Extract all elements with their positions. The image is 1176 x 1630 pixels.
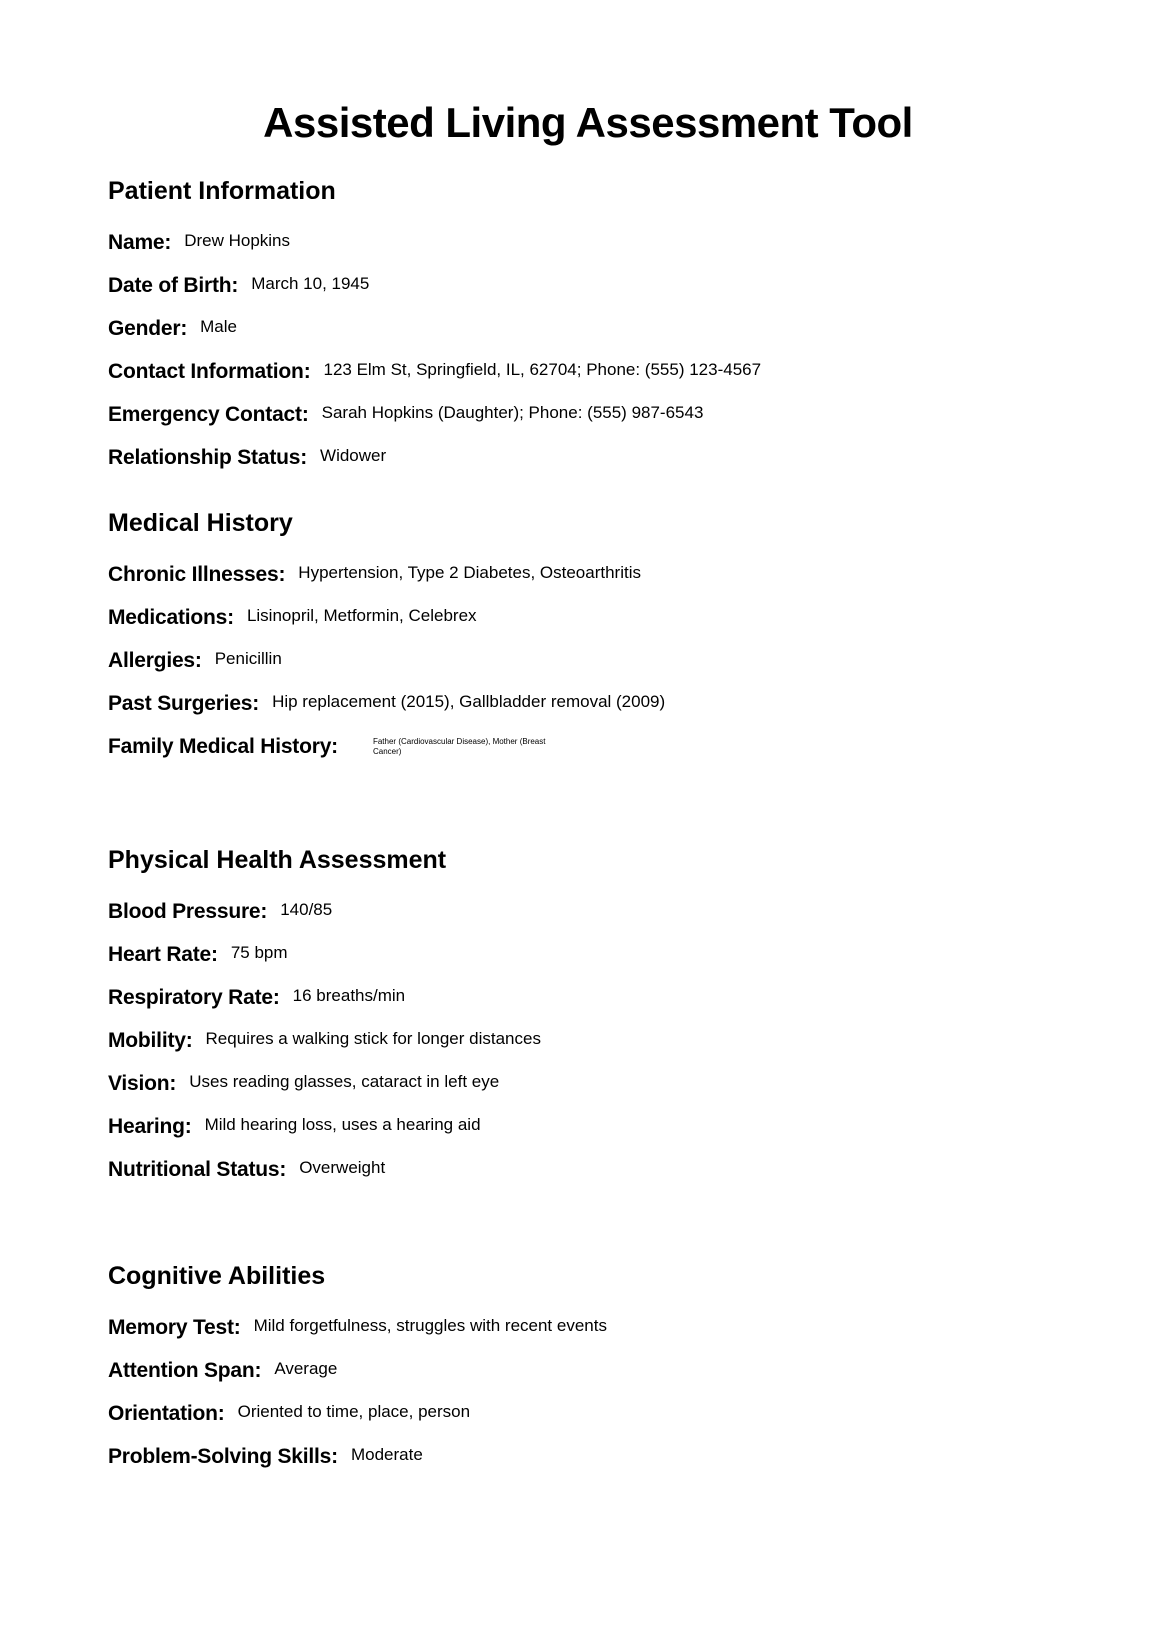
- field-value-gender: Male: [200, 317, 237, 336]
- field-value-family-medical-history: Father (Cardiovascular Disease), Mother (Breast Cancer): [372, 737, 546, 756]
- section-heading-physical-health-assessment: Physical Health Assessment: [108, 846, 447, 874]
- field-label-nutritional-status: Nutritional Status:: [108, 1158, 287, 1181]
- field-value-vision: Uses reading glasses, cataract in left eye: [189, 1072, 500, 1091]
- field-value-mobility: Requires a walking stick for longer distances: [205, 1029, 541, 1048]
- field-label-date-of-birth: Date of Birth:: [108, 274, 239, 297]
- field-label-emergency-contact: Emergency Contact:: [108, 403, 309, 426]
- field-row-memory-test: [108, 1315, 1068, 1341]
- field-label-name: Name:: [108, 231, 172, 254]
- field-value-memory-test: Mild forgetfulness, struggles with recent events: [253, 1316, 607, 1335]
- field-value-past-surgeries: Hip replacement (2015), Gallbladder removal (2009): [272, 692, 666, 711]
- field-value-emergency-contact: Sarah Hopkins (Daughter); Phone: (555) 987-6543: [321, 403, 704, 422]
- field-row-vision: [108, 1071, 1068, 1097]
- field-label-contact-information: Contact Information:: [108, 360, 311, 383]
- field-value-orientation: Oriented to time, place, person: [237, 1402, 471, 1421]
- field-value-allergies: Penicillin: [214, 649, 282, 668]
- field-label-relationship-status: Relationship Status:: [108, 446, 308, 469]
- field-value-chronic-illnesses: Hypertension, Type 2 Diabetes, Osteoarthritis: [298, 563, 641, 582]
- field-value-nutritional-status: Overweight: [299, 1158, 386, 1177]
- field-label-gender: Gender:: [108, 317, 188, 340]
- field-row-chronic-illnesses: [108, 562, 1068, 588]
- field-row-orientation: [108, 1401, 1068, 1427]
- field-value-medications: Lisinopril, Metformin, Celebrex: [246, 606, 477, 625]
- field-label-mobility: Mobility:: [108, 1029, 193, 1052]
- field-label-problem-solving-skills: Problem-Solving Skills:: [108, 1445, 338, 1468]
- field-row-mobility: [108, 1028, 1068, 1054]
- field-row-relationship-status: [108, 445, 1068, 471]
- field-label-blood-pressure: Blood Pressure:: [108, 900, 268, 923]
- section-medical-history: [108, 507, 1068, 760]
- field-label-heart-rate: Heart Rate:: [108, 943, 218, 966]
- field-value-attention-span: Average: [274, 1359, 338, 1378]
- field-label-medications: Medications:: [108, 606, 234, 629]
- field-row-attention-span: [108, 1358, 1068, 1384]
- field-value-blood-pressure: 140/85: [280, 900, 333, 919]
- field-value-heart-rate: 75 bpm: [230, 943, 288, 962]
- section-heading-patient-information: Patient Information: [108, 177, 336, 205]
- field-value-hearing: Mild hearing loss, uses a hearing aid: [204, 1115, 481, 1134]
- field-label-family-medical-history: Family Medical History:: [108, 735, 338, 758]
- field-label-past-surgeries: Past Surgeries:: [108, 692, 260, 715]
- section-cognitive-abilities: [108, 1260, 1068, 1470]
- field-row-name: [108, 230, 1068, 256]
- field-label-allergies: Allergies:: [108, 649, 202, 672]
- section-patient-information: [108, 175, 1068, 471]
- field-row-emergency-contact: [108, 402, 1068, 428]
- field-row-date-of-birth: [108, 273, 1068, 299]
- field-label-respiratory-rate: Respiratory Rate:: [108, 986, 280, 1009]
- field-row-hearing: [108, 1114, 1068, 1140]
- field-row-family-medical-history: [108, 734, 1068, 760]
- field-label-chronic-illnesses: Chronic Illnesses:: [108, 563, 286, 586]
- field-value-problem-solving-skills: Moderate: [350, 1445, 423, 1464]
- field-label-orientation: Orientation:: [108, 1402, 225, 1425]
- field-label-attention-span: Attention Span:: [108, 1359, 262, 1382]
- field-value-respiratory-rate: 16 breaths/min: [292, 986, 406, 1005]
- field-value-date-of-birth: March 10, 1945: [251, 274, 370, 293]
- field-value-relationship-status: Widower: [320, 446, 387, 465]
- field-row-problem-solving-skills: [108, 1444, 1068, 1470]
- field-label-hearing: Hearing:: [108, 1115, 192, 1138]
- field-row-allergies: [108, 648, 1068, 674]
- field-row-gender: [108, 316, 1068, 342]
- document-title: Assisted Living Assessment Tool: [263, 99, 913, 146]
- field-row-heart-rate: [108, 942, 1068, 968]
- field-row-past-surgeries: [108, 691, 1068, 717]
- field-value-contact-information: 123 Elm St, Springfield, IL, 62704; Phone: (555) 123-4567: [323, 360, 762, 379]
- section-physical-health-assessment: [108, 844, 1068, 1183]
- field-row-contact-information: [108, 359, 1068, 385]
- field-row-nutritional-status: [108, 1157, 1068, 1183]
- section-heading-cognitive-abilities: Cognitive Abilities: [108, 1262, 326, 1290]
- field-label-memory-test: Memory Test:: [108, 1316, 241, 1339]
- field-label-vision: Vision:: [108, 1072, 177, 1095]
- field-value-name: Drew Hopkins: [184, 231, 291, 250]
- field-row-respiratory-rate: [108, 985, 1068, 1011]
- field-row-medications: [108, 605, 1068, 631]
- section-heading-medical-history: Medical History: [108, 509, 293, 537]
- field-row-blood-pressure: [108, 899, 1068, 925]
